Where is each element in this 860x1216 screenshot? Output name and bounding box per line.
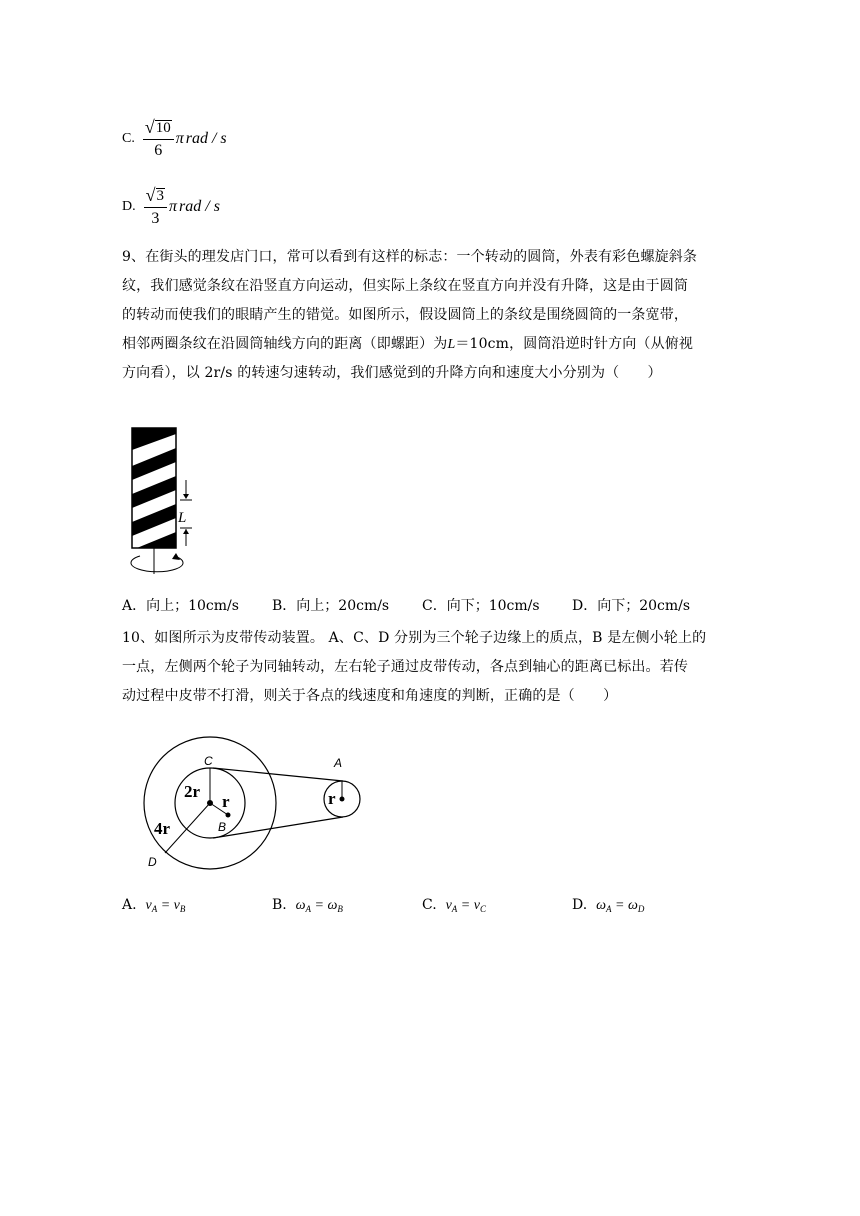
- label-B: B: [218, 820, 227, 834]
- q10-line: 10、如图所示为皮带传动装置。 A、C、D 分别为三个轮子边缘上的质点，B 是左侧小轮上的: [122, 630, 707, 646]
- sqrt-icon: √: [144, 117, 155, 137]
- point-B: [226, 813, 231, 818]
- choice-d: D. $\omega_A = \omega_D$: [572, 897, 645, 914]
- option-c: [122, 118, 227, 159]
- label-L: L: [178, 510, 187, 526]
- point-center-small: [340, 797, 345, 802]
- q9-line: 相邻两圈条纹在沿圆筒轴线方向的距离（即螺距）为L＝10cm，圆筒沿逆时针方向（从俯视: [122, 336, 694, 352]
- fraction: [143, 118, 174, 159]
- label-r-small: r: [328, 789, 336, 808]
- choice-c: C．向下；10cm/s: [422, 598, 540, 614]
- choice-b: B. $\omega_A = \omega_B$: [272, 897, 343, 914]
- belt-lower: [213, 817, 343, 838]
- belt-drive-figure: [140, 735, 370, 875]
- radicand: 10: [155, 120, 171, 136]
- label-C: C: [204, 754, 213, 768]
- pi-symbol: π: [169, 197, 178, 215]
- label-r: r: [222, 792, 230, 811]
- radicand: 3: [156, 188, 165, 204]
- denominator: 6: [154, 142, 163, 159]
- choice-a: A．向上；10cm/s: [122, 598, 239, 614]
- unit: rad / s: [179, 197, 220, 215]
- q9-choices: [122, 596, 690, 616]
- belt-upper: [213, 768, 343, 781]
- fraction: [144, 186, 167, 227]
- option-letter: C.: [122, 130, 135, 146]
- pi-symbol: π: [175, 129, 184, 147]
- q9-line: 纹，我们感觉条纹在沿竖直方向运动，但实际上条纹在竖直方向并没有升降，这是由于圆筒: [122, 278, 688, 294]
- option-letter: D.: [122, 198, 136, 214]
- q10-line: 一点，左侧两个轮子为同轴转动，左右轮子通过皮带传动，各点到轴心的距离已标出。若传: [122, 659, 688, 675]
- q9-line: 方向看），以 2r/s 的转速匀速转动，我们感觉到的升降方向和速度大小分别为（ ）: [122, 365, 662, 381]
- choice-d: D．向下；20cm/s: [572, 598, 691, 614]
- striped-cylinder-figure: [120, 422, 200, 580]
- label-D: D: [148, 855, 157, 869]
- label-A: A: [334, 756, 343, 770]
- choice-c: C. $v_A = v_C$: [422, 897, 486, 914]
- choice-a: A. $v_A = v_B$: [122, 897, 186, 914]
- center-point: [207, 800, 213, 806]
- choice-b: B．向上；20cm/s: [272, 598, 390, 614]
- arrow-down-icon: [183, 494, 189, 499]
- question-10: [122, 624, 744, 711]
- q10-line: 动过程中皮带不打滑，则关于各点的线速度和角速度的判断，正确的是（ ）: [122, 688, 618, 704]
- label-4r: 4r: [154, 819, 171, 838]
- label-2r: 2r: [184, 782, 201, 801]
- q9-line: 的转动而使我们的眼睛产生的错觉。如图所示，假设圆筒上的条纹是围绕圆筒的一条宽带，: [122, 307, 688, 323]
- q9-line: 9、在街头的理发店门口，常可以看到有这样的标志：一个转动的圆筒，外表有彩色螺旋斜条: [122, 249, 698, 265]
- sqrt-icon: √: [145, 185, 156, 205]
- arrow-up-icon: [183, 529, 189, 534]
- unit: rad / s: [185, 129, 227, 147]
- question-9: [122, 243, 744, 388]
- option-d: [122, 186, 220, 227]
- denominator: 3: [151, 210, 160, 227]
- var-L: L: [447, 337, 456, 352]
- q10-choices: [122, 895, 644, 919]
